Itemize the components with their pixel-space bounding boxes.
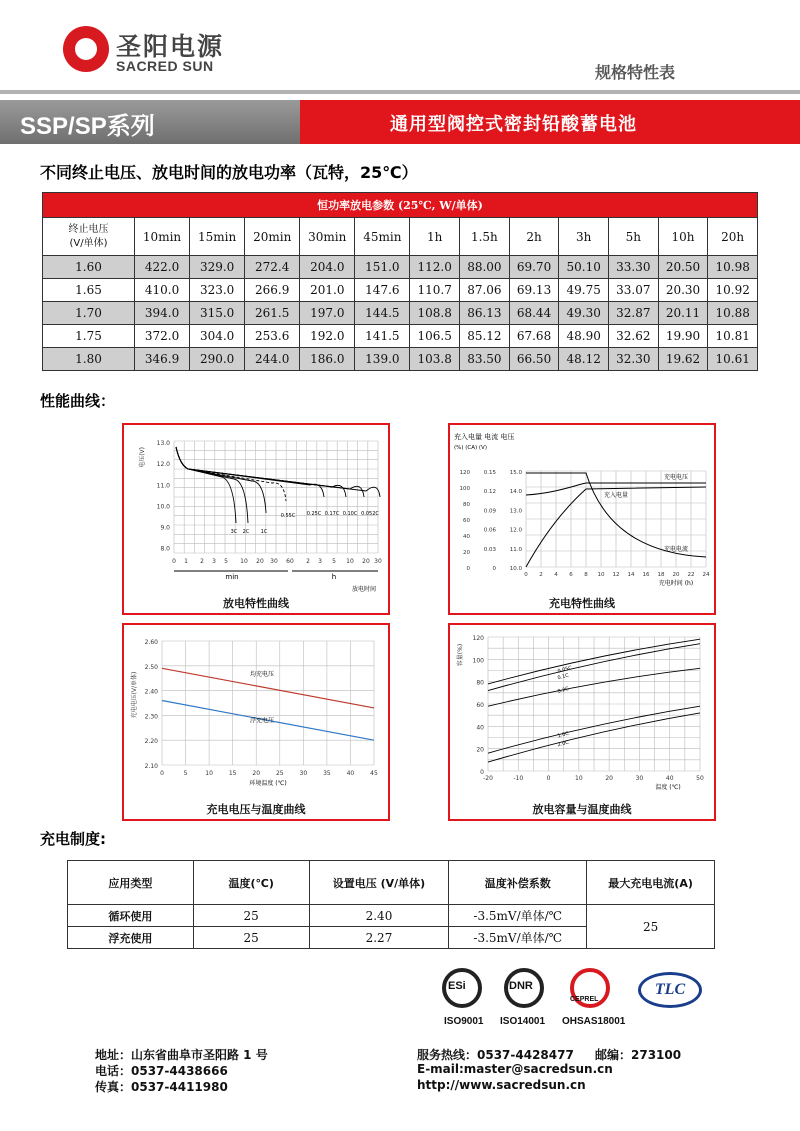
charge-axes-titles: 充入电量 电流 电压 bbox=[454, 433, 515, 441]
charge-characteristic-chart bbox=[448, 423, 716, 615]
power-table-row bbox=[43, 256, 758, 279]
capacity-curve-label: 0.05C bbox=[556, 665, 573, 675]
duration-header: 5h bbox=[609, 218, 659, 256]
power-value-cell: 244.0 bbox=[245, 348, 300, 371]
y-tick-label: 100 bbox=[472, 657, 484, 665]
x-tick-label: 4 bbox=[554, 572, 558, 578]
x-tick-label: 30 bbox=[299, 770, 308, 777]
x-tick-label: 6 bbox=[569, 572, 573, 578]
x-axis-label: 环境温度 (℃) bbox=[249, 780, 287, 787]
x-tick-label-h: 2 bbox=[306, 558, 310, 565]
cert-label-iso14001: ISO14001 bbox=[500, 1016, 546, 1027]
x-tick-label-min: 5 bbox=[224, 558, 228, 565]
power-value-cell: 86.13 bbox=[460, 302, 510, 325]
spec-sheet-title: 规格特性表 bbox=[594, 63, 675, 82]
page-header bbox=[0, 0, 800, 95]
charge-chart-plot bbox=[450, 425, 714, 613]
x-tick-label: 15 bbox=[228, 770, 237, 777]
power-value-cell: 410.0 bbox=[135, 279, 190, 302]
power-value-cell: 110.7 bbox=[410, 279, 460, 302]
power-value-cell: 69.70 bbox=[509, 256, 559, 279]
power-value-cell: 186.0 bbox=[300, 348, 355, 371]
series-banner bbox=[0, 100, 300, 144]
power-value-cell: 253.6 bbox=[245, 325, 300, 348]
end-voltage-cell: 1.65 bbox=[43, 279, 135, 302]
equalize-voltage-label: 均充电压 bbox=[249, 671, 275, 679]
x-tick-label-min: 60 bbox=[286, 558, 294, 565]
power-value-cell: 108.8 bbox=[410, 302, 460, 325]
x-tick-label: 0 bbox=[524, 572, 528, 578]
perf-section-title: 性能曲线： bbox=[40, 392, 116, 410]
power-table-row bbox=[43, 325, 758, 348]
x-tick-label: -20 bbox=[483, 775, 493, 782]
power-value-cell: 67.68 bbox=[509, 325, 559, 348]
phone-text: 电话：0537-4438666 bbox=[95, 1064, 228, 1078]
power-value-cell: 266.9 bbox=[245, 279, 300, 302]
dnr-mark: DNR bbox=[509, 980, 533, 992]
power-value-cell: 394.0 bbox=[135, 302, 190, 325]
power-value-cell: 103.8 bbox=[410, 348, 460, 371]
logo-english-name: SACRED SUN bbox=[116, 58, 214, 74]
voltage-curve-label: 充电电压 bbox=[663, 474, 689, 481]
duration-header: 20h bbox=[708, 218, 758, 256]
x-tick-label-h: 3 bbox=[318, 558, 322, 565]
duration-header: 20min bbox=[245, 218, 300, 256]
discharge-curve-label: 0.55C bbox=[280, 513, 296, 519]
power-value-cell: 422.0 bbox=[135, 256, 190, 279]
charge-row-cycle bbox=[68, 905, 715, 927]
x-tick-label: 20 bbox=[605, 775, 613, 782]
power-value-cell: 48.90 bbox=[559, 325, 609, 348]
header-temperature: 温度(℃) bbox=[193, 861, 309, 905]
power-table-row bbox=[43, 348, 758, 371]
x-tick-label-h: 10 bbox=[346, 558, 354, 565]
power-value-cell: 10.98 bbox=[708, 256, 758, 279]
series-name: SSP/SP系列 bbox=[20, 113, 155, 140]
email-text: E-mail:master@sacredsun.cn bbox=[417, 1062, 613, 1076]
duration-header: 10h bbox=[658, 218, 708, 256]
y-axis-label: 容量(%) bbox=[457, 643, 464, 667]
x-axis-label: 充电时间 (h) bbox=[658, 580, 694, 587]
y2-tick-label: 0.06 bbox=[483, 527, 496, 534]
duration-header: 10min bbox=[135, 218, 190, 256]
capacity-curve-label: 2.0C bbox=[556, 739, 570, 749]
sacred-sun-logo-icon bbox=[63, 26, 109, 72]
hotline-text: 服务热线：0537-4428477 bbox=[417, 1048, 574, 1062]
compensation-cell: -3.5mV/单体/℃ bbox=[449, 927, 587, 949]
capacity-curve-label: 充入电量 bbox=[603, 492, 629, 499]
y-tick-label: 80 bbox=[476, 679, 484, 687]
power-value-cell: 83.50 bbox=[460, 348, 510, 371]
power-value-cell: 50.10 bbox=[559, 256, 609, 279]
website-text: http://www.sacredsun.cn bbox=[417, 1078, 586, 1092]
y-tick-label: 8.0 bbox=[160, 545, 170, 553]
y3-tick-label: 10.0 bbox=[509, 566, 522, 572]
x-axis-label: 放电时间 bbox=[351, 586, 377, 593]
charge-chart-caption: 充电特性曲线 bbox=[549, 597, 615, 610]
capacity-curve-label: 1.0C bbox=[556, 730, 570, 740]
power-table-row bbox=[43, 279, 758, 302]
temp-cell: 25 bbox=[193, 927, 309, 949]
x-tick-label-h: 30 bbox=[374, 558, 382, 565]
iso14001-cert-icon bbox=[504, 968, 544, 1008]
duration-header: 30min bbox=[300, 218, 355, 256]
power-table-caption: 恒功率放电参数 (25℃, W/单体) bbox=[43, 193, 758, 218]
y-tick-label: 2.20 bbox=[144, 738, 158, 746]
y2-tick-label: 0 bbox=[492, 566, 496, 572]
discharge-curve bbox=[176, 447, 380, 497]
discharge-chart-plot bbox=[124, 425, 388, 613]
discharge-curve bbox=[176, 447, 236, 523]
power-value-cell: 272.4 bbox=[245, 256, 300, 279]
product-name: 通用型阀控式密封铅酸蓄电池 bbox=[390, 114, 637, 135]
y-tick-label: 2.30 bbox=[144, 713, 158, 721]
x-tick-label-h: 5 bbox=[332, 558, 336, 565]
power-value-cell: 48.12 bbox=[559, 348, 609, 371]
power-value-cell: 147.6 bbox=[355, 279, 410, 302]
vtemp-chart-caption: 充电电压与温度曲线 bbox=[206, 803, 306, 816]
power-value-cell: 197.0 bbox=[300, 302, 355, 325]
y3-tick-label: 14.0 bbox=[509, 489, 522, 496]
y-tick-label: 0 bbox=[480, 769, 484, 776]
min-label: min bbox=[225, 573, 239, 581]
iso9001-cert-icon bbox=[442, 968, 482, 1008]
x-tick-label: 16 bbox=[642, 572, 650, 578]
y-tick-label: 60 bbox=[476, 702, 484, 709]
power-table bbox=[42, 192, 758, 371]
power-value-cell: 20.11 bbox=[658, 302, 708, 325]
x-tick-label: 22 bbox=[687, 572, 695, 578]
y3-tick-label: 12.0 bbox=[509, 527, 522, 534]
end-voltage-cell: 1.75 bbox=[43, 325, 135, 348]
app-type-cell: 浮充使用 bbox=[68, 927, 194, 949]
x-tick-label: 8 bbox=[584, 572, 588, 578]
duration-header: 15min bbox=[190, 218, 245, 256]
power-value-cell: 10.61 bbox=[708, 348, 758, 371]
x-tick-label: 40 bbox=[665, 775, 674, 782]
y-tick-label: 9.0 bbox=[160, 524, 170, 532]
y3-tick-label: 11.0 bbox=[509, 546, 522, 553]
discharge-curve bbox=[176, 447, 248, 523]
duration-header: 1.5h bbox=[460, 218, 510, 256]
end-voltage-cell: 1.80 bbox=[43, 348, 135, 371]
y-tick-label: 12.0 bbox=[156, 461, 170, 469]
duration-header: 45min bbox=[355, 218, 410, 256]
discharge-curve-label: 0.25C bbox=[306, 511, 322, 517]
x-tick-label-min: 30 bbox=[270, 558, 278, 565]
h-label: h bbox=[331, 573, 337, 581]
y2-tick-label: 0.12 bbox=[483, 489, 496, 496]
discharge-curve-label: 1C bbox=[260, 529, 268, 535]
power-value-cell: 20.30 bbox=[658, 279, 708, 302]
charge-axes-units: (%) (CA) (V) bbox=[454, 445, 487, 451]
x-tick-label-min: 3 bbox=[212, 558, 216, 565]
y-tick-label: 11.0 bbox=[156, 482, 170, 490]
x-tick-label-h: 20 bbox=[362, 558, 370, 565]
tlc-logo: TLC bbox=[638, 972, 702, 1008]
power-table-row bbox=[43, 302, 758, 325]
power-value-cell: 33.07 bbox=[609, 279, 659, 302]
temp-cell: 25 bbox=[193, 905, 309, 927]
y1-tick-label: 20 bbox=[463, 550, 470, 556]
esi-mark: ESi bbox=[448, 980, 466, 992]
power-value-cell: 204.0 bbox=[300, 256, 355, 279]
voltage-cell: 2.27 bbox=[309, 927, 449, 949]
power-value-cell: 304.0 bbox=[190, 325, 245, 348]
power-value-cell: 32.62 bbox=[609, 325, 659, 348]
x-axis-label: 温度 (℃) bbox=[655, 784, 681, 791]
title-banner bbox=[0, 100, 800, 144]
power-value-cell: 19.90 bbox=[658, 325, 708, 348]
power-table-header bbox=[43, 218, 758, 256]
x-tick-label: 10 bbox=[597, 572, 605, 578]
y1-tick-label: 60 bbox=[463, 518, 470, 524]
power-value-cell: 151.0 bbox=[355, 256, 410, 279]
power-value-cell: 10.81 bbox=[708, 325, 758, 348]
x-tick-label-min: 10 bbox=[240, 558, 248, 565]
power-value-cell: 32.87 bbox=[609, 302, 659, 325]
x-tick-label-min: 2 bbox=[200, 558, 204, 565]
charge-table-header bbox=[68, 861, 715, 905]
x-tick-label: 5 bbox=[183, 770, 188, 777]
power-value-cell: 10.88 bbox=[708, 302, 758, 325]
x-tick-label: 10 bbox=[205, 770, 213, 777]
x-tick-label: 45 bbox=[370, 770, 378, 777]
y-tick-label: 2.50 bbox=[144, 663, 158, 671]
x-tick-label: 40 bbox=[346, 770, 355, 777]
charge-section-title: 充电制度: bbox=[40, 830, 106, 848]
discharge-curve bbox=[176, 447, 324, 497]
y-tick-label: 20 bbox=[476, 746, 484, 754]
power-value-cell: 66.50 bbox=[509, 348, 559, 371]
y-tick-label: 13.0 bbox=[156, 440, 170, 447]
y-tick-label: 120 bbox=[472, 635, 484, 642]
x-tick-label: 10 bbox=[575, 775, 583, 782]
float-voltage-label: 浮充电压 bbox=[249, 717, 275, 725]
header-temp-compensation: 温度补偿系数 bbox=[449, 861, 587, 905]
discharge-curve-label: 3C bbox=[230, 529, 238, 535]
x-tick-label: 18 bbox=[657, 572, 665, 578]
power-value-cell: 49.75 bbox=[559, 279, 609, 302]
charge-voltage-temperature-chart bbox=[122, 623, 390, 821]
product-banner bbox=[300, 100, 800, 144]
power-value-cell: 10.92 bbox=[708, 279, 758, 302]
power-value-cell: 19.62 bbox=[658, 348, 708, 371]
power-value-cell: 106.5 bbox=[410, 325, 460, 348]
x-tick-label: 20 bbox=[672, 572, 680, 578]
x-tick-label: 50 bbox=[696, 775, 704, 782]
power-value-cell: 69.13 bbox=[509, 279, 559, 302]
x-tick-label: 14 bbox=[627, 572, 635, 578]
y-tick-label: 2.10 bbox=[144, 763, 158, 770]
power-value-cell: 20.50 bbox=[658, 256, 708, 279]
y-tick-label: 40 bbox=[476, 724, 484, 732]
cert-label-ohsas18001: OHSAS18001 bbox=[562, 1016, 626, 1027]
power-value-cell: 85.12 bbox=[460, 325, 510, 348]
power-value-cell: 88.00 bbox=[460, 256, 510, 279]
duration-header: 2h bbox=[509, 218, 559, 256]
postcode-text: 邮编：273100 bbox=[595, 1048, 682, 1062]
voltage-temperature-plot bbox=[124, 625, 388, 819]
power-value-cell: 315.0 bbox=[190, 302, 245, 325]
end-voltage-cell: 1.70 bbox=[43, 302, 135, 325]
x-tick-label-min: 20 bbox=[256, 558, 264, 565]
app-type-cell: 循环使用 bbox=[68, 905, 194, 927]
power-value-cell: 139.0 bbox=[355, 348, 410, 371]
ceprel-mark: CEPREL bbox=[570, 996, 599, 1003]
x-tick-label: 30 bbox=[635, 775, 644, 782]
capacity-curve-label: 0.2C bbox=[556, 686, 570, 695]
power-value-cell: 68.44 bbox=[509, 302, 559, 325]
power-value-cell: 141.5 bbox=[355, 325, 410, 348]
power-value-cell: 112.0 bbox=[410, 256, 460, 279]
power-value-cell: 329.0 bbox=[190, 256, 245, 279]
x-tick-label: -10 bbox=[513, 775, 524, 782]
power-value-cell: 33.30 bbox=[609, 256, 659, 279]
x-tick-label: 35 bbox=[323, 770, 331, 777]
x-tick-label-min: 0 bbox=[172, 558, 176, 565]
power-section-title: 不同终止电压、放电时间的放电功率（瓦特，25℃） bbox=[40, 163, 418, 182]
ohsas18001-cert-icon bbox=[570, 968, 610, 1008]
certification-logos bbox=[438, 968, 738, 1032]
end-voltage-cell: 1.60 bbox=[43, 256, 135, 279]
end-voltage-header: 终止电压 (V/单体) bbox=[43, 218, 135, 256]
y3-tick-label: 15.0 bbox=[509, 470, 522, 476]
discharge-curve-label: 0.17C bbox=[324, 511, 340, 517]
discharge-chart-caption: 放电特性曲线 bbox=[223, 597, 289, 610]
discharge-capacity-temperature-chart bbox=[448, 623, 716, 821]
voltage-cell: 2.40 bbox=[309, 905, 449, 927]
power-value-cell: 192.0 bbox=[300, 325, 355, 348]
charge-regime-table bbox=[67, 860, 715, 949]
capacity-curve-label: 0.1C bbox=[556, 672, 570, 682]
header-divider bbox=[0, 90, 800, 94]
x-tick-label: 24 bbox=[702, 572, 710, 578]
power-value-cell: 201.0 bbox=[300, 279, 355, 302]
power-value-cell: 346.9 bbox=[135, 348, 190, 371]
capacity-temperature-plot bbox=[450, 625, 714, 819]
discharge-curve-label: 0.052C bbox=[361, 511, 379, 517]
y1-tick-label: 0 bbox=[466, 566, 470, 572]
discharge-characteristic-chart bbox=[122, 423, 390, 615]
y-axis-label: 充电电压(V/单体) bbox=[131, 671, 138, 719]
duration-header: 1h bbox=[410, 218, 460, 256]
y2-tick-label: 0.09 bbox=[483, 508, 496, 515]
x-tick-label: 0 bbox=[546, 775, 551, 782]
logo-chinese-name: 圣阳电源 bbox=[116, 32, 225, 61]
y-tick-label: 2.40 bbox=[144, 688, 158, 696]
y-axis-label: 电压(V) bbox=[139, 447, 146, 468]
y1-tick-label: 40 bbox=[463, 534, 470, 540]
y-tick-label: 2.60 bbox=[144, 639, 158, 646]
discharge-curve-label: 0.10C bbox=[342, 511, 358, 517]
power-value-cell: 261.5 bbox=[245, 302, 300, 325]
captemp-chart-caption: 放电容量与温度曲线 bbox=[532, 803, 632, 816]
fax-text: 传真：0537-4411980 bbox=[95, 1080, 228, 1094]
cert-label-iso9001: ISO9001 bbox=[444, 1016, 484, 1027]
header-app-type: 应用类型 bbox=[68, 861, 194, 905]
x-tick-label: 0 bbox=[160, 770, 164, 777]
y2-tick-label: 0.15 bbox=[483, 470, 496, 476]
x-tick-label-min: 1 bbox=[184, 558, 188, 565]
discharge-curve-label: 2C bbox=[242, 529, 250, 535]
max-current-cell: 25 bbox=[587, 905, 715, 949]
power-value-cell: 372.0 bbox=[135, 325, 190, 348]
y-tick-label: 10.0 bbox=[156, 503, 170, 511]
y3-tick-label: 13.0 bbox=[509, 508, 522, 515]
address-text: 地址：山东省曲阜市圣阳路 1 号 bbox=[95, 1048, 268, 1062]
x-tick-label: 20 bbox=[252, 770, 261, 777]
x-tick-label: 2 bbox=[539, 572, 543, 578]
x-tick-label: 25 bbox=[275, 770, 284, 777]
power-value-cell: 144.5 bbox=[355, 302, 410, 325]
power-value-cell: 87.06 bbox=[460, 279, 510, 302]
power-value-cell: 32.30 bbox=[609, 348, 659, 371]
duration-header: 3h bbox=[559, 218, 609, 256]
y1-tick-label: 120 bbox=[459, 470, 470, 476]
y1-tick-label: 100 bbox=[459, 486, 470, 492]
current-curve-label: 充电电流 bbox=[663, 546, 689, 553]
y2-tick-label: 0.03 bbox=[483, 546, 496, 553]
power-value-cell: 323.0 bbox=[190, 279, 245, 302]
header-set-voltage: 设置电压 (V/单体) bbox=[309, 861, 449, 905]
header-max-current: 最大充电电流(A) bbox=[587, 861, 715, 905]
y1-tick-label: 80 bbox=[463, 502, 470, 508]
x-tick-label: 12 bbox=[612, 572, 620, 578]
compensation-cell: -3.5mV/单体/℃ bbox=[449, 905, 587, 927]
power-value-cell: 290.0 bbox=[190, 348, 245, 371]
power-value-cell: 49.30 bbox=[559, 302, 609, 325]
